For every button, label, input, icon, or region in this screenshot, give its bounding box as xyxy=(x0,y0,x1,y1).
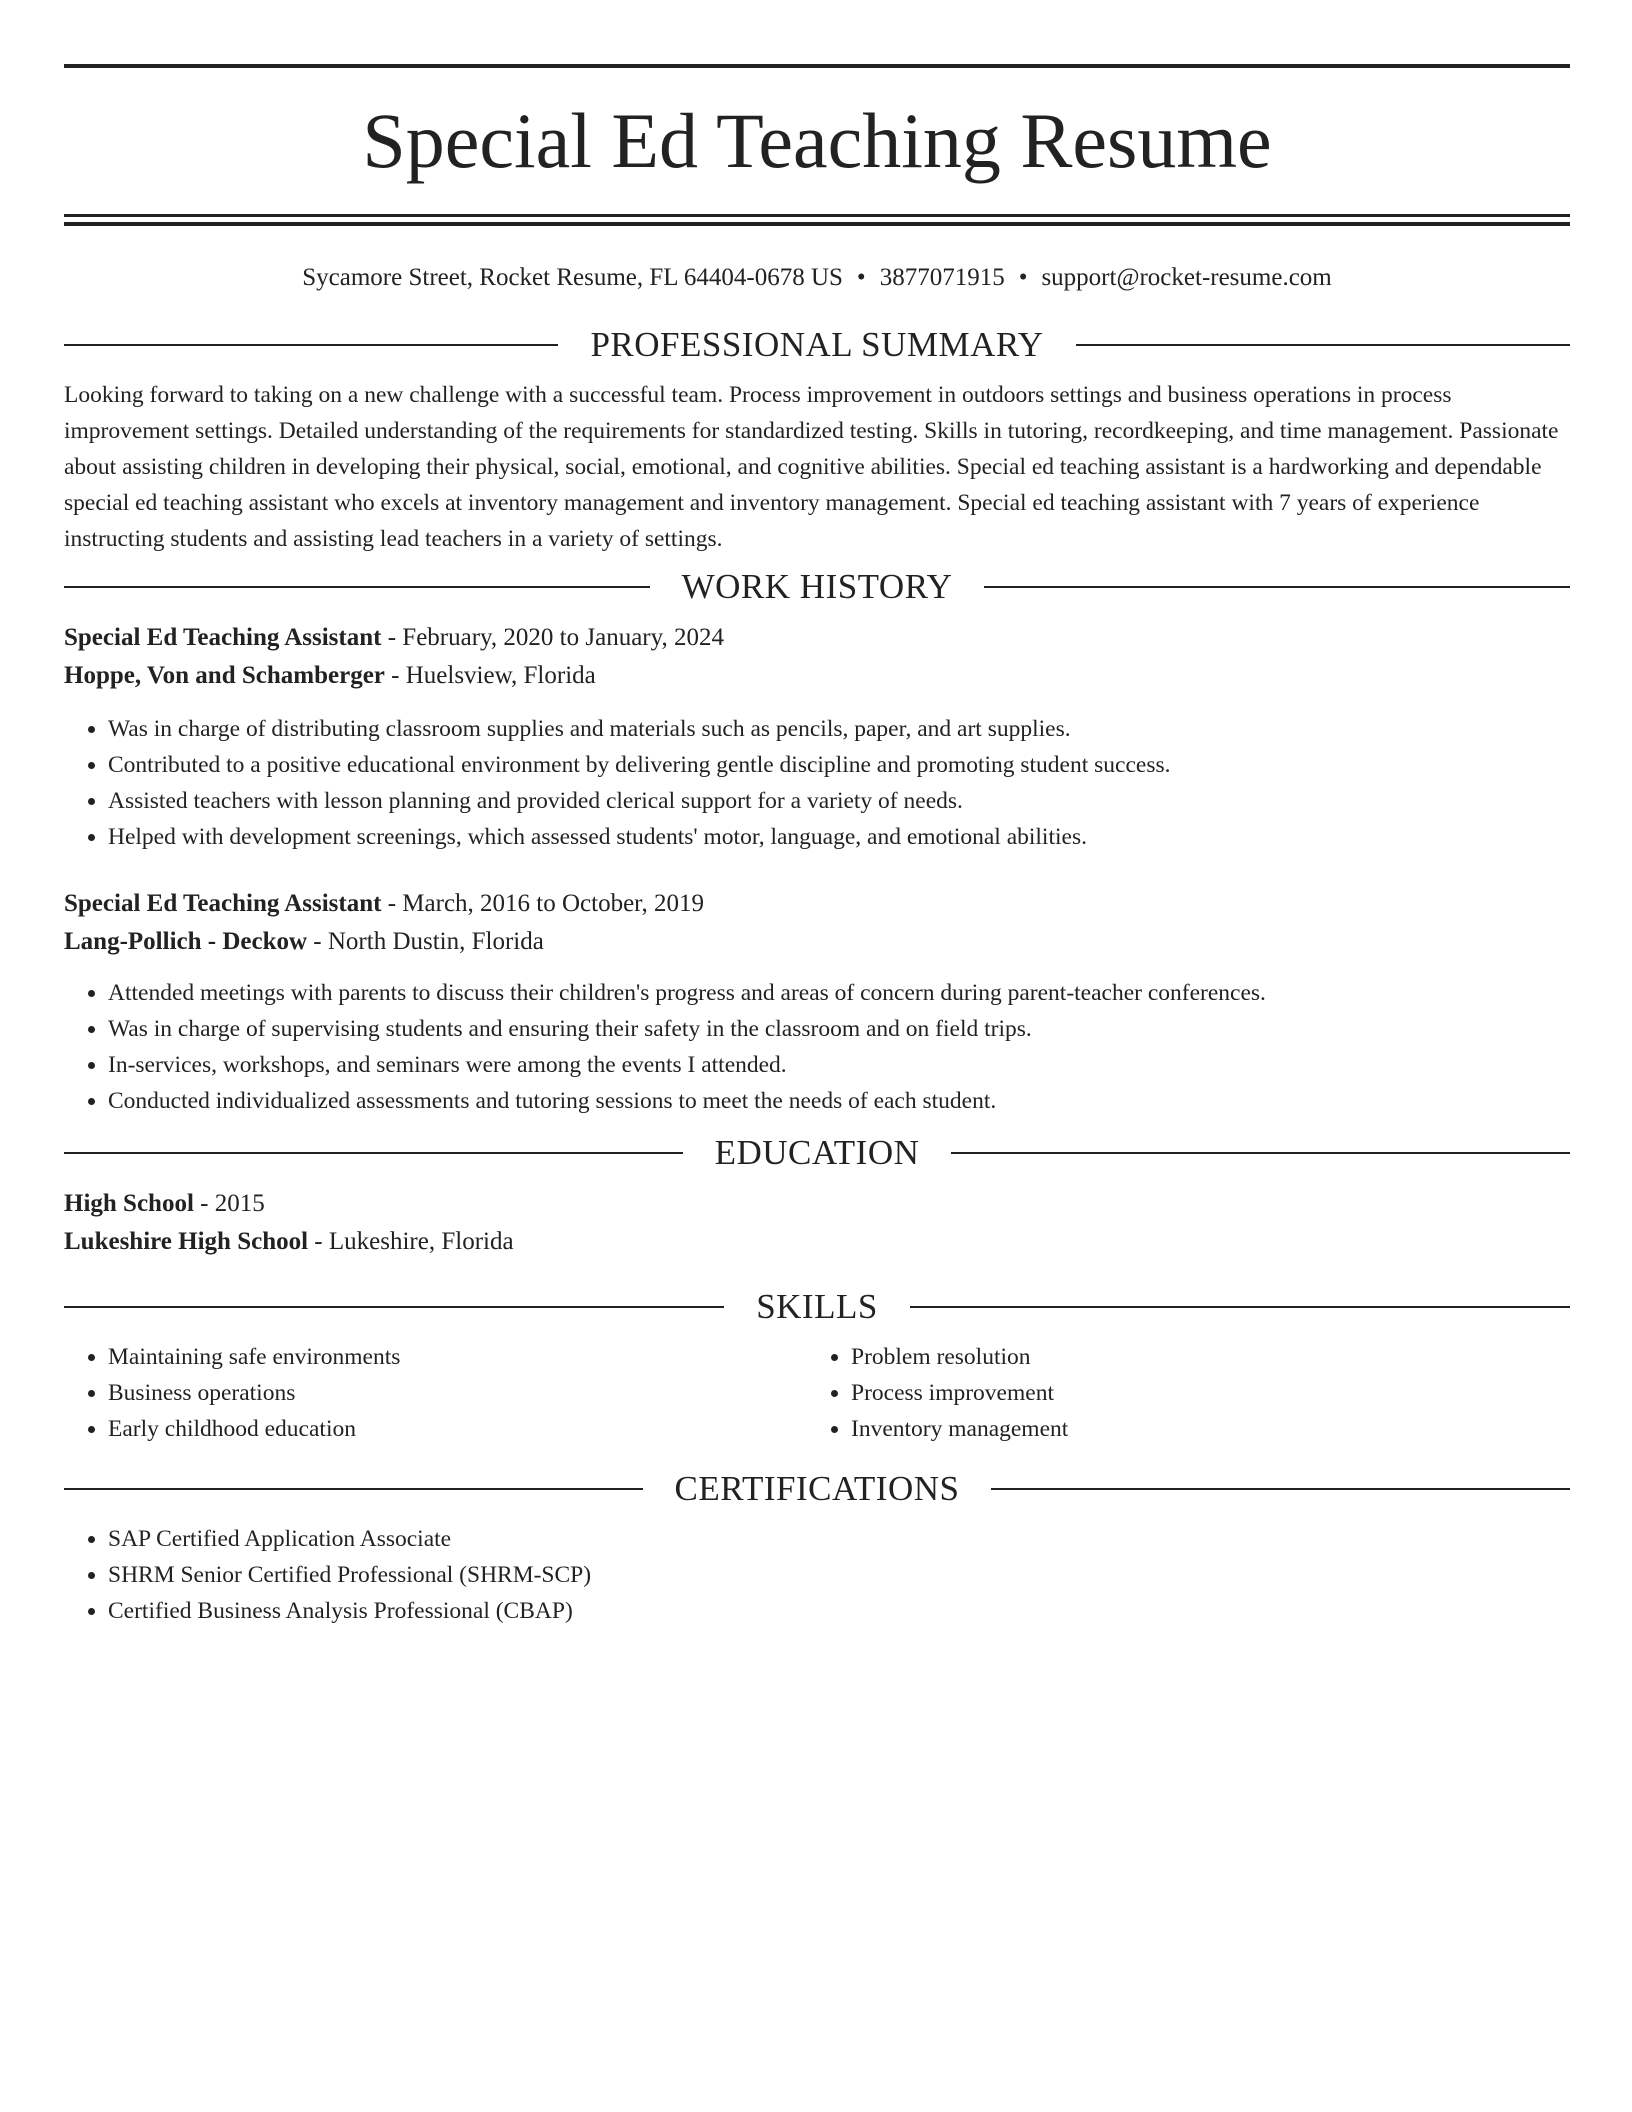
heading-rule-left xyxy=(64,1488,643,1490)
education-location: Lukeshire, Florida xyxy=(328,1228,514,1255)
list-item: • Helped with development screenings, which assessed students' motor, language, and emotional abilities. xyxy=(108,819,1570,855)
contact-separator: • xyxy=(1018,264,1028,291)
heading-rule-left xyxy=(64,1306,724,1308)
summary-section-heading xyxy=(64,325,1570,365)
list-item: • Certified Business Analysis Professional (CBAP) xyxy=(108,1593,1570,1629)
list-item: • Inventory management xyxy=(851,1411,1550,1447)
list-item: • Process improvement xyxy=(851,1375,1550,1411)
top-rule xyxy=(64,64,1570,68)
education-degree-line: High School - 2015 xyxy=(64,1190,265,1217)
job-company: Hoppe, Von and Schamberger xyxy=(64,662,385,689)
education-degree: High School xyxy=(64,1190,194,1217)
education-entry xyxy=(64,1185,1570,1261)
job-company-line: Lang-Pollich - Deckow - North Dustin, Florida xyxy=(64,928,544,955)
job-location: Huelsview, Florida xyxy=(405,662,596,689)
list-item: • Contributed to a positive educational environment by delivering gentle discipline and promoting student success. xyxy=(108,747,1570,783)
skills-list-right xyxy=(807,1339,1550,1447)
work-section-heading xyxy=(64,567,1570,607)
list-item: • Business operations xyxy=(108,1375,807,1411)
heading-rule-right xyxy=(984,586,1570,588)
education-school: Lukeshire High School xyxy=(64,1228,309,1255)
contact-line xyxy=(64,263,1570,293)
list-item: • Attended meetings with parents to discuss their children's progress and areas of concern during parent-teacher conferences. xyxy=(108,975,1570,1011)
list-item: • Was in charge of supervising students and ensuring their safety in the classroom and on field trips. xyxy=(108,1011,1570,1047)
contact-separator: • xyxy=(856,264,866,291)
education-school-line: Lukeshire High School - Lukeshire, Florida xyxy=(64,1228,514,1255)
list-item: • Conducted individualized assessments and tutoring sessions to meet the needs of each student. xyxy=(108,1083,1570,1119)
job-title-line: Special Ed Teaching Assistant - March, 2016 to October, 2019 xyxy=(64,890,705,917)
list-item: • Maintaining safe environments xyxy=(108,1339,807,1375)
list-item: • Early childhood education xyxy=(108,1411,807,1447)
contact-email: support@rocket-resume.com xyxy=(1041,264,1332,291)
contact-address: Sycamore Street, Rocket Resume, FL 64404-0678 US xyxy=(302,264,843,291)
certifications-section-heading xyxy=(64,1469,1570,1509)
job-company-line: Hoppe, Von and Schamberger - Huelsview, Florida xyxy=(64,662,596,689)
job-company: Lang-Pollich - Deckow xyxy=(64,928,308,955)
skills-section-heading xyxy=(64,1287,1570,1327)
education-heading: EDUCATION xyxy=(714,1133,920,1172)
page-title: Special Ed Teaching Resume xyxy=(362,97,1272,184)
job-bullets xyxy=(64,975,1570,1119)
job-dates: March, 2016 to October, 2019 xyxy=(402,890,705,917)
job-title: Special Ed Teaching Assistant xyxy=(64,890,382,917)
job-title: Special Ed Teaching Assistant xyxy=(64,624,382,651)
contact-phone: 3877071915 xyxy=(879,264,1005,291)
certifications-list xyxy=(64,1521,1570,1629)
list-item: • Was in charge of distributing classroom supplies and materials such as pencils, paper, and art supplies. xyxy=(108,711,1570,747)
heading-rule-right xyxy=(951,1152,1570,1154)
list-item: • SHRM Senior Certified Professional (SHRM-SCP) xyxy=(108,1557,1570,1593)
list-item: • Problem resolution xyxy=(851,1339,1550,1375)
job-bullets xyxy=(64,711,1570,855)
job-entry xyxy=(64,885,1570,1119)
job-location: North Dustin, Florida xyxy=(327,928,544,955)
heading-rule-left xyxy=(64,1152,683,1154)
job-title-line: Special Ed Teaching Assistant - February, 2020 to January, 2024 xyxy=(64,624,724,651)
list-item: • In-services, workshops, and seminars were among the events I attended. xyxy=(108,1047,1570,1083)
summary-heading: PROFESSIONAL SUMMARY xyxy=(590,325,1044,364)
title-double-rule xyxy=(64,214,1570,226)
list-item: • SAP Certified Application Associate xyxy=(108,1521,1570,1557)
job-entry xyxy=(64,619,1570,855)
job-dates: February, 2020 to January, 2024 xyxy=(402,624,724,651)
list-item: • Assisted teachers with lesson planning and provided clerical support for a variety of needs. xyxy=(108,783,1570,819)
education-section-heading xyxy=(64,1133,1570,1173)
education-year: 2015 xyxy=(214,1190,265,1217)
skills-grid xyxy=(64,1339,1570,1447)
skills-heading: SKILLS xyxy=(756,1287,878,1326)
heading-rule-right xyxy=(910,1306,1570,1308)
heading-rule-left xyxy=(64,344,558,346)
heading-rule-right xyxy=(991,1488,1570,1490)
skills-list-left xyxy=(64,1339,807,1447)
work-heading: WORK HISTORY xyxy=(681,567,953,606)
heading-rule-left xyxy=(64,586,650,588)
resume-page xyxy=(64,64,1570,1629)
certifications-heading: CERTIFICATIONS xyxy=(674,1469,960,1508)
heading-rule-right xyxy=(1076,344,1570,346)
summary-text: Looking forward to taking on a new challenge with a successful team. Process improvement in outdoors settings and business operations in process improvement settings. Detailed understanding of the requirements for standardized testing. Skills in tutoring, recordkeeping, and time management. Passionate about assisting children in developing their physical, social, emotional, and cognitive abilities. Special ed teaching assistant is a hardworking and dependable special ed teaching assistant who excels at inventory management and inventory management. Special ed teaching assistant with 7 years of experience instructing students and assisting lead teachers in a variety of settings. xyxy=(64,382,1559,552)
